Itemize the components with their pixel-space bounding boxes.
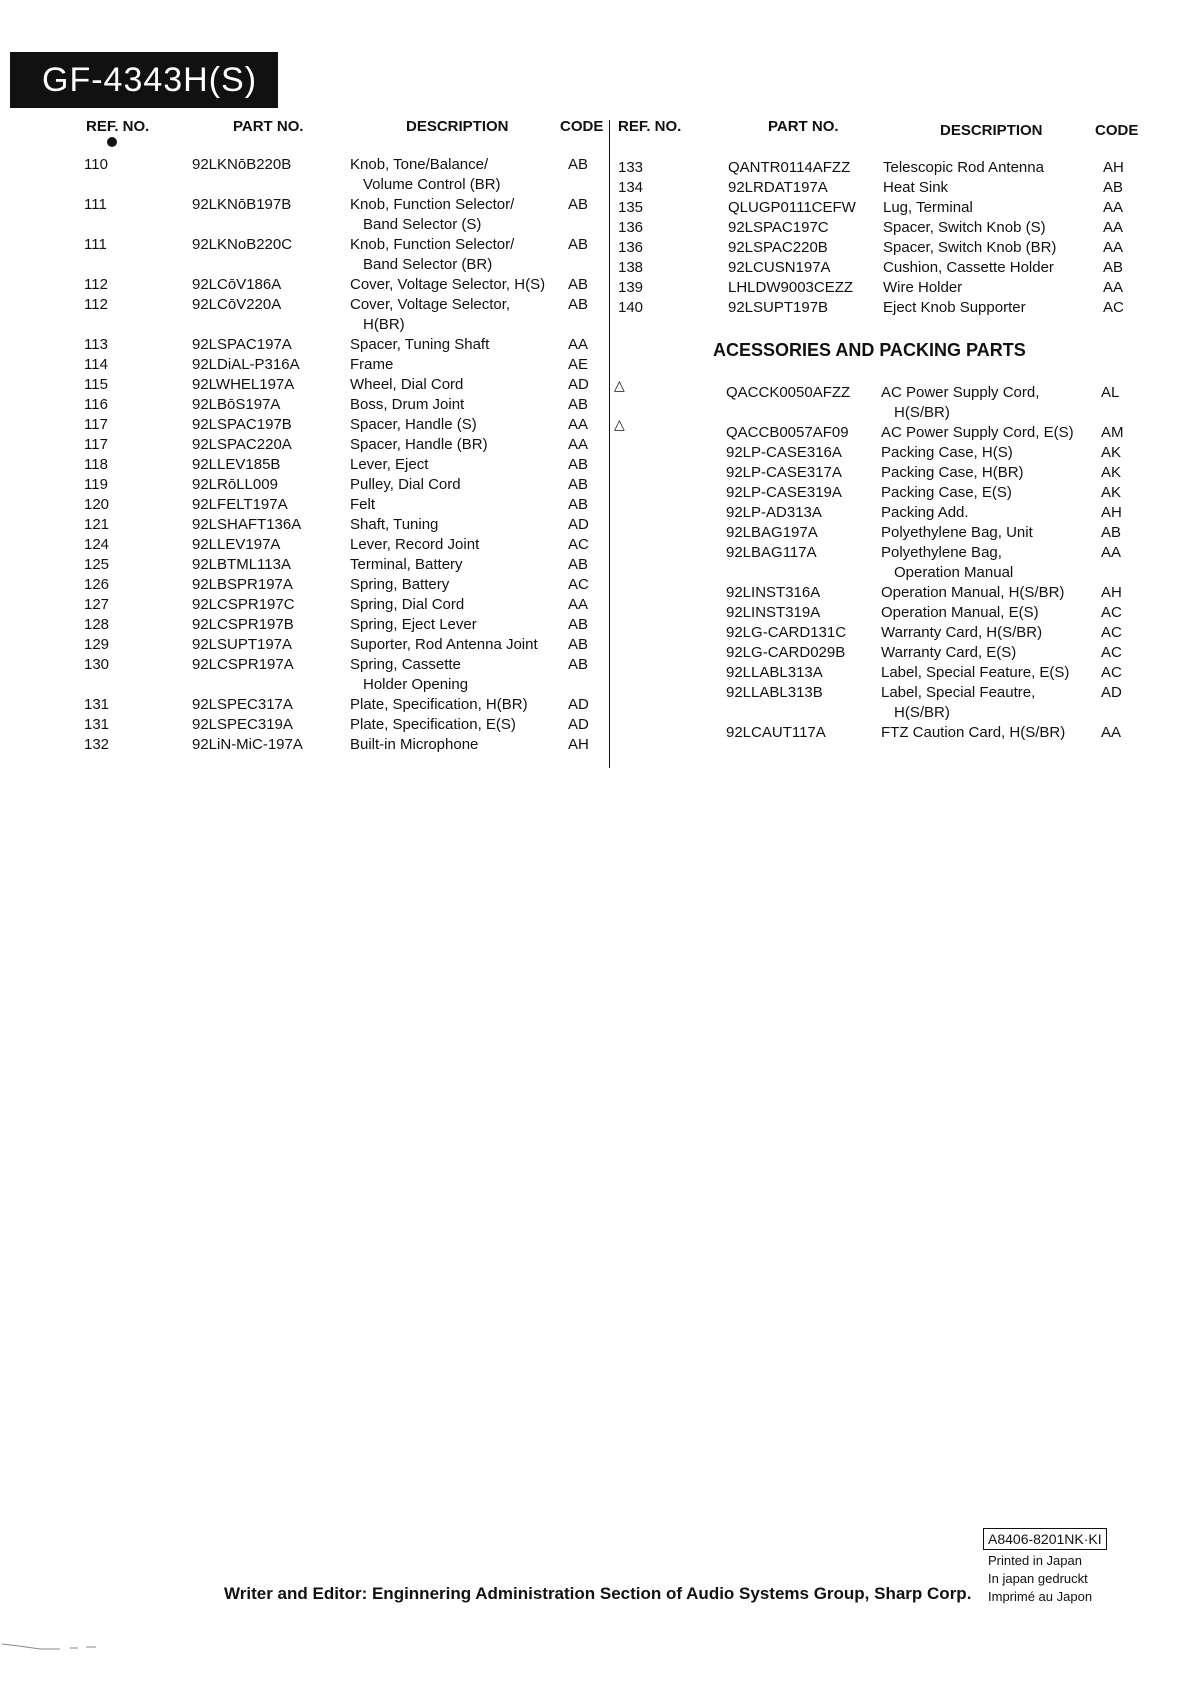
cell-part: 92LCōV186A	[192, 276, 282, 293]
cell-desc: Spring, Cassette	[350, 656, 461, 673]
cell-code: AK	[1101, 464, 1122, 481]
cell-ref: 115	[84, 376, 108, 393]
cell-code: AA	[1103, 239, 1124, 256]
header-code-left: CODE	[560, 118, 604, 135]
cell-part: QANTR0114AFZZ	[728, 159, 851, 176]
cell-ref: 121	[84, 516, 110, 533]
cell-desc: Polyethylene Bag,	[881, 544, 1002, 561]
cell-ref: 138	[618, 259, 644, 276]
cell-ref: 113	[84, 336, 108, 353]
cell-part: 92LP-AD313A	[726, 504, 822, 521]
cell-part: 92LSHAFT136A	[192, 516, 302, 533]
cell-desc: Cushion, Cassette Holder	[883, 259, 1054, 276]
cell-part: 92LSPAC197C	[728, 219, 829, 236]
cell-desc: Spring, Dial Cord	[350, 596, 465, 613]
cell-part: 92LWHEL197A	[192, 376, 295, 393]
cell-part: 92LG-CARD131C	[726, 624, 847, 641]
cell-desc: Lever, Record Joint	[350, 536, 480, 553]
cell-code: AB	[568, 396, 589, 413]
cell-desc: Knob, Function Selector/	[350, 196, 515, 213]
cell-code: AB	[568, 196, 589, 213]
cell-desc: Label, Special Feature, E(S)	[881, 664, 1070, 681]
cell-desc: Heat Sink	[883, 179, 949, 196]
cell-ref: 126	[84, 576, 110, 593]
cell-desc: Wheel, Dial Cord	[350, 376, 464, 393]
cell-desc: Label, Special Feautre,	[881, 684, 1036, 701]
cell-desc: Wire Holder	[883, 279, 963, 296]
cell-desc: Warranty Card, E(S)	[881, 644, 1017, 661]
cell-part: 92LCAUT117A	[726, 724, 826, 741]
header-description-left: DESCRIPTION	[406, 118, 509, 135]
cell-code: AD	[568, 716, 589, 733]
cell-code: AC	[1101, 644, 1122, 661]
header-code-right: CODE	[1095, 122, 1139, 139]
cell-code: AA	[568, 436, 589, 453]
section-title-accessories: ACESSORIES AND PACKING PARTS	[713, 340, 1026, 360]
cell-code: AC	[1103, 299, 1124, 316]
warning-icon: △	[614, 377, 625, 393]
cell-desc: Knob, Function Selector/	[350, 236, 515, 253]
cell-part: 92LSPAC197A	[192, 336, 292, 353]
cell-part: 92LSUPT197B	[728, 299, 829, 316]
cell-ref: 110	[84, 156, 108, 173]
cell-ref: 132	[84, 736, 110, 753]
cell-part: 92LBSPR197A	[192, 576, 293, 593]
header-description-right: DESCRIPTION	[940, 122, 1043, 139]
cell-part: 92LLABL313A	[726, 664, 823, 681]
cell-part: 92LiN-MiC-197A	[192, 736, 303, 753]
cell-code: AH	[568, 736, 589, 753]
cell-code: AA	[568, 416, 589, 433]
bullet-marker	[107, 137, 117, 147]
cell-code: AH	[1101, 504, 1122, 521]
cell-ref: 136	[618, 219, 644, 236]
cell-part: 92LKNoB220C	[192, 236, 293, 253]
cell-code: AA	[1103, 219, 1124, 236]
cell-code: AB	[568, 496, 589, 513]
scan-mark	[0, 1640, 140, 1652]
cell-desc: Spring, Battery	[350, 576, 450, 593]
cell-code: AD	[568, 376, 589, 393]
cell-desc: Packing Add.	[881, 504, 969, 521]
cell-part: 92LBTML113A	[192, 556, 291, 573]
cell-part: 92LDiAL-P316A	[192, 356, 300, 373]
cell-desc: Built-in Microphone	[350, 736, 479, 753]
cell-desc: Knob, Tone/Balance/	[350, 156, 489, 173]
cell-desc: Spacer, Tuning Shaft	[350, 336, 490, 353]
cell-desc: Plate, Specification, H(BR)	[350, 696, 528, 713]
cell-desc: Spacer, Handle (BR)	[350, 436, 488, 453]
cell-ref: 112	[84, 296, 108, 313]
cell-desc: Cover, Voltage Selector, H(S)	[350, 276, 546, 293]
cell-desc: H(BR)	[363, 316, 405, 333]
cell-desc: Lug, Terminal	[883, 199, 973, 216]
cell-ref: 136	[618, 239, 644, 256]
cell-code: AB	[1103, 259, 1124, 276]
cell-ref: 117	[84, 416, 108, 433]
cell-ref: 139	[618, 279, 644, 296]
cell-code: AA	[568, 596, 589, 613]
cell-part: LHLDW9003CEZZ	[728, 279, 854, 296]
cell-code: AK	[1101, 484, 1122, 501]
cell-desc: H(S/BR)	[894, 404, 950, 421]
model-title: GF-4343H(S)	[10, 52, 278, 108]
cell-code: AD	[568, 696, 589, 713]
cell-part: 92LFELT197A	[192, 496, 288, 513]
cell-code: AA	[1101, 724, 1122, 741]
cell-ref: 129	[84, 636, 110, 653]
cell-desc: AC Power Supply Cord,	[881, 384, 1040, 401]
header-ref-no-left: REF. NO.	[86, 118, 150, 135]
cell-part: 92LINST319A	[726, 604, 821, 621]
cell-part: 92LLEV185B	[192, 456, 281, 473]
cell-desc: AC Power Supply Cord, E(S)	[881, 424, 1074, 441]
cell-desc: Warranty Card, H(S/BR)	[881, 624, 1043, 641]
printed-note-fr: Imprimé au Japon	[988, 1589, 1093, 1604]
cell-desc: H(S/BR)	[894, 704, 950, 721]
cell-code: AB	[568, 656, 589, 673]
cell-code: AB	[1103, 179, 1124, 196]
cell-ref: 119	[84, 476, 108, 493]
cell-ref: 133	[618, 159, 644, 176]
cell-desc: Cover, Voltage Selector,	[350, 296, 511, 313]
footer-credit: Writer and Editor: Enginnering Administration Section of Audio Systems Group, Sharp Corp.	[224, 1584, 972, 1603]
cell-desc: Telescopic Rod Antenna	[883, 159, 1044, 176]
cell-part: 92LBAG117A	[726, 544, 817, 561]
cell-code: AB	[568, 296, 589, 313]
cell-part: 92LP-CASE317A	[726, 464, 842, 481]
cell-ref: 118	[84, 456, 108, 473]
cell-part: 92LCSPR197A	[192, 656, 294, 673]
cell-ref: 135	[618, 199, 644, 216]
cell-code: AA	[568, 336, 589, 353]
cell-desc: Lever, Eject	[350, 456, 429, 473]
cell-code: AA	[1101, 544, 1122, 561]
cell-desc: Shaft, Tuning	[350, 516, 439, 533]
cell-part: 92LSPEC319A	[192, 716, 293, 733]
cell-code: AC	[1101, 664, 1122, 681]
cell-part: 92LSPEC317A	[192, 696, 293, 713]
cell-desc: Plate, Specification, E(S)	[350, 716, 516, 733]
cell-part: 92LRōLL009	[192, 476, 278, 493]
header-part-no-left: PART NO.	[233, 118, 304, 135]
header-ref-no-right: REF. NO.	[618, 118, 682, 135]
printed-note-de: In japan gedruckt	[988, 1571, 1088, 1586]
cell-part: 92LINST316A	[726, 584, 821, 601]
cell-code: AB	[568, 476, 589, 493]
cell-desc: Eject Knob Supporter	[883, 299, 1026, 316]
cell-code: AH	[1101, 584, 1122, 601]
cell-desc: Packing Case, E(S)	[881, 484, 1012, 501]
cell-desc: Spacer, Switch Knob (BR)	[883, 239, 1057, 256]
cell-part: 92LLEV197A	[192, 536, 281, 553]
cell-ref: 131	[84, 696, 110, 713]
cell-desc: Band Selector (BR)	[363, 256, 493, 273]
cell-part: 92LBōS197A	[192, 396, 281, 413]
cell-desc: Operation Manual	[894, 564, 1014, 581]
cell-code: AB	[568, 636, 589, 653]
cell-ref: 130	[84, 656, 110, 673]
cell-part: 92LCSPR197C	[192, 596, 295, 613]
cell-ref: 117	[84, 436, 108, 453]
cell-desc: Terminal, Battery	[350, 556, 463, 573]
cell-desc: Pulley, Dial Cord	[350, 476, 461, 493]
cell-ref: 124	[84, 536, 110, 553]
document-code: A8406-8201NK·KI	[983, 1528, 1107, 1550]
cell-code: AB	[568, 236, 589, 253]
cell-code: AA	[1103, 199, 1124, 216]
cell-part: 92LCUSN197A	[728, 259, 831, 276]
cell-part: 92LSPAC197B	[192, 416, 292, 433]
cell-desc: Volume Control (BR)	[363, 176, 501, 193]
cell-ref: 111	[84, 196, 107, 213]
cell-desc: Spacer, Switch Knob (S)	[883, 219, 1046, 236]
cell-ref: 127	[84, 596, 110, 613]
cell-desc: Frame	[350, 356, 394, 373]
cell-desc: Boss, Drum Joint	[350, 396, 465, 413]
cell-part: 92LG-CARD029B	[726, 644, 846, 661]
cell-part: 92LP-CASE319A	[726, 484, 842, 501]
cell-desc: Suporter, Rod Antenna Joint	[350, 636, 538, 653]
cell-ref: 111	[84, 236, 107, 253]
cell-part: QACCB0057AF09	[726, 424, 849, 441]
cell-desc: Polyethylene Bag, Unit	[881, 524, 1033, 541]
cell-part: 92LRDAT197A	[728, 179, 828, 196]
cell-part: 92LP-CASE316A	[726, 444, 842, 461]
header-part-no-right: PART NO.	[768, 118, 839, 135]
cell-desc: FTZ Caution Card, H(S/BR)	[881, 724, 1066, 741]
cell-desc: Holder Opening	[363, 676, 469, 693]
cell-code: AC	[568, 576, 589, 593]
cell-code: AD	[568, 516, 589, 533]
cell-desc: Band Selector (S)	[363, 216, 482, 233]
cell-code: AC	[568, 536, 589, 553]
cell-desc: Spacer, Handle (S)	[350, 416, 477, 433]
cell-code: AL	[1101, 384, 1120, 401]
cell-code: AB	[568, 556, 589, 573]
cell-code: AD	[1101, 684, 1122, 701]
cell-code: AC	[1101, 604, 1122, 621]
cell-ref: 131	[84, 716, 110, 733]
cell-part: 92LCSPR197B	[192, 616, 294, 633]
cell-part: 92LBAG197A	[726, 524, 818, 541]
cell-ref: 128	[84, 616, 110, 633]
warning-icon: △	[614, 416, 625, 432]
cell-ref: 114	[84, 356, 108, 373]
cell-ref: 116	[84, 396, 108, 413]
cell-part: 92LSPAC220B	[728, 239, 828, 256]
cell-code: AC	[1101, 624, 1122, 641]
cell-code: AH	[1103, 159, 1124, 176]
cell-desc: Operation Manual, H(S/BR)	[881, 584, 1065, 601]
cell-ref: 140	[618, 299, 644, 316]
cell-part: 92LLABL313B	[726, 684, 823, 701]
cell-part: 92LKNōB220B	[192, 156, 292, 173]
cell-ref: 120	[84, 496, 110, 513]
cell-part: 92LSPAC220A	[192, 436, 292, 453]
printed-note-en: Printed in Japan	[988, 1553, 1082, 1568]
cell-code: AB	[568, 276, 589, 293]
cell-desc: Operation Manual, E(S)	[881, 604, 1039, 621]
cell-code: AK	[1101, 444, 1122, 461]
cell-code: AM	[1101, 424, 1124, 441]
cell-desc: Packing Case, H(BR)	[881, 464, 1024, 481]
cell-ref: 134	[618, 179, 644, 196]
cell-part: QACCK0050AFZZ	[726, 384, 851, 401]
cell-part: QLUGP0111CEFW	[728, 199, 856, 216]
cell-code: AE	[568, 356, 589, 373]
cell-desc: Felt	[350, 496, 376, 513]
cell-desc: Packing Case, H(S)	[881, 444, 1013, 461]
cell-part: 92LCōV220A	[192, 296, 282, 313]
cell-part: 92LKNōB197B	[192, 196, 292, 213]
cell-desc: Spring, Eject Lever	[350, 616, 477, 633]
cell-code: AB	[568, 156, 589, 173]
cell-ref: 125	[84, 556, 110, 573]
cell-code: AB	[1101, 524, 1122, 541]
cell-code: AB	[568, 616, 589, 633]
cell-ref: 112	[84, 276, 108, 293]
cell-code: AB	[568, 456, 589, 473]
cell-code: AA	[1103, 279, 1124, 296]
cell-part: 92LSUPT197A	[192, 636, 293, 653]
column-divider	[609, 120, 610, 768]
